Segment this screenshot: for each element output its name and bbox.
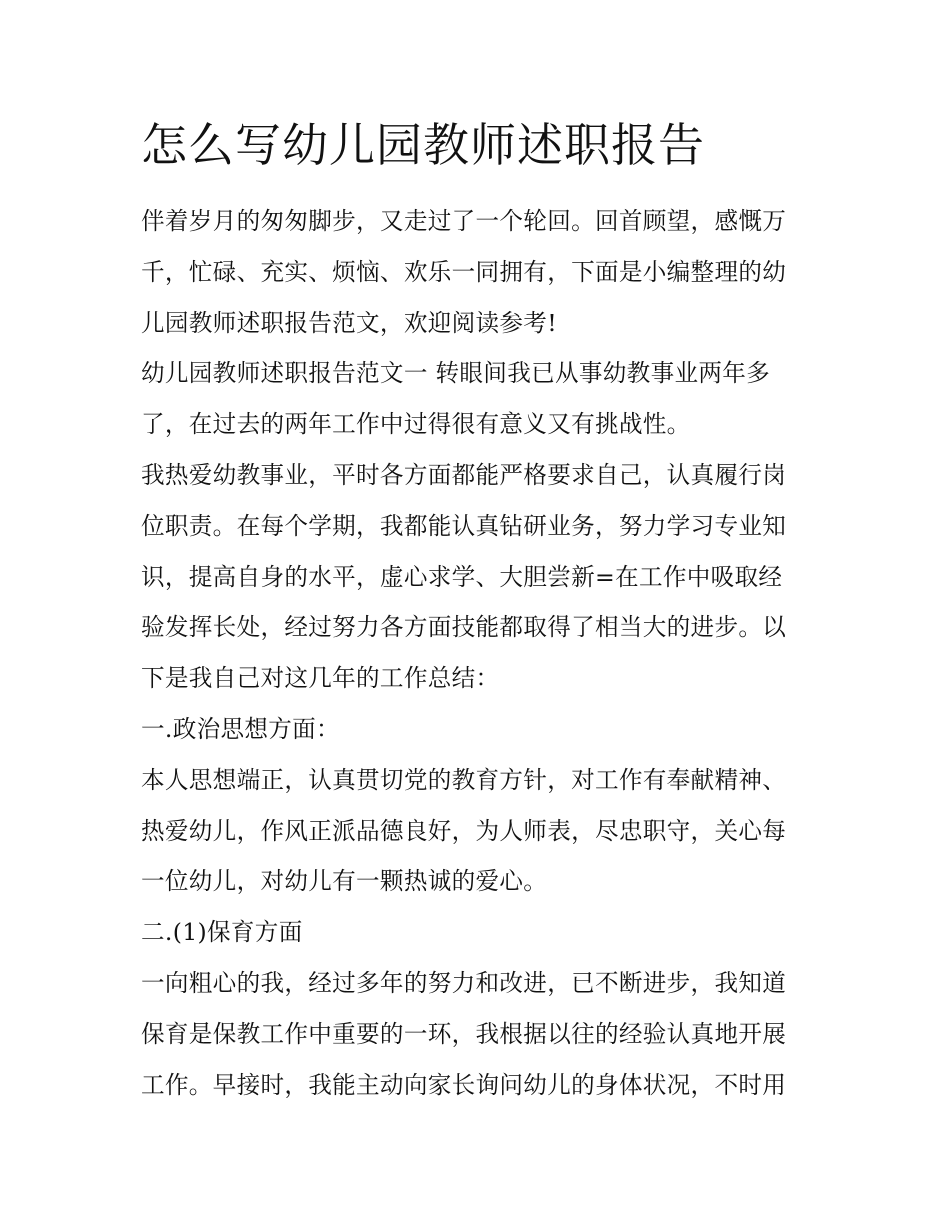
text-line: 一向粗心的我，经过多年的努力和改进，已不断进步，我知道: [141, 968, 787, 997]
text-line: 我热爱幼教事业，平时各方面都能严格要求自己，认真履行岗: [141, 460, 787, 489]
text-line: 位职责。在每个学期，我都能认真钻研业务，努力学习专业知: [141, 511, 787, 540]
text-line: 幼儿园教师述职报告范文一 转眼间我已从事幼教事业两年多: [141, 359, 771, 388]
text-line: 儿园教师述职报告范文，欢迎阅读参考!: [141, 308, 557, 337]
text-line: 一位幼儿，对幼儿有一颗热诚的爱心。: [141, 867, 548, 896]
text-line: 伴着岁月的匆匆脚步，又走过了一个轮回。回首顾望，感慨万: [141, 207, 787, 235]
text-line: 热爱幼儿，作风正派品德良好，为人师表，尽忠职守，关心每: [141, 816, 787, 845]
section-heading: 一.政治思想方面：: [141, 714, 340, 743]
text-line: 千，忙碌、充实、烦恼、欢乐一同拥有，下面是小编整理的幼: [141, 257, 787, 286]
section-heading: 二.(1)保育方面: [141, 918, 303, 947]
text-line: 识，提高自身的水平，虚心求学、大胆尝新=在工作中吸取经: [141, 562, 783, 591]
text-line: 本人思想端正，认真贯切党的教育方针，对工作有奉献精神、: [141, 765, 787, 794]
text-line: 工作。早接时，我能主动向家长询问幼儿的身体状况，不时用: [141, 1070, 787, 1099]
text-line: 了，在过去的两年工作中过得很有意义又有挑战性。: [141, 410, 691, 439]
text-line: 保育是保教工作中重要的一环，我根据以往的经验认真地开展: [141, 1019, 787, 1048]
text-line: 验发挥长处，经过努力各方面技能都取得了相当大的进步。以: [141, 613, 787, 642]
text-line: 下是我自己对这几年的工作总结：: [141, 664, 500, 693]
document-title: 怎么写幼儿园教师述职报告: [141, 118, 705, 172]
document-body: [141, 196, 813, 1110]
